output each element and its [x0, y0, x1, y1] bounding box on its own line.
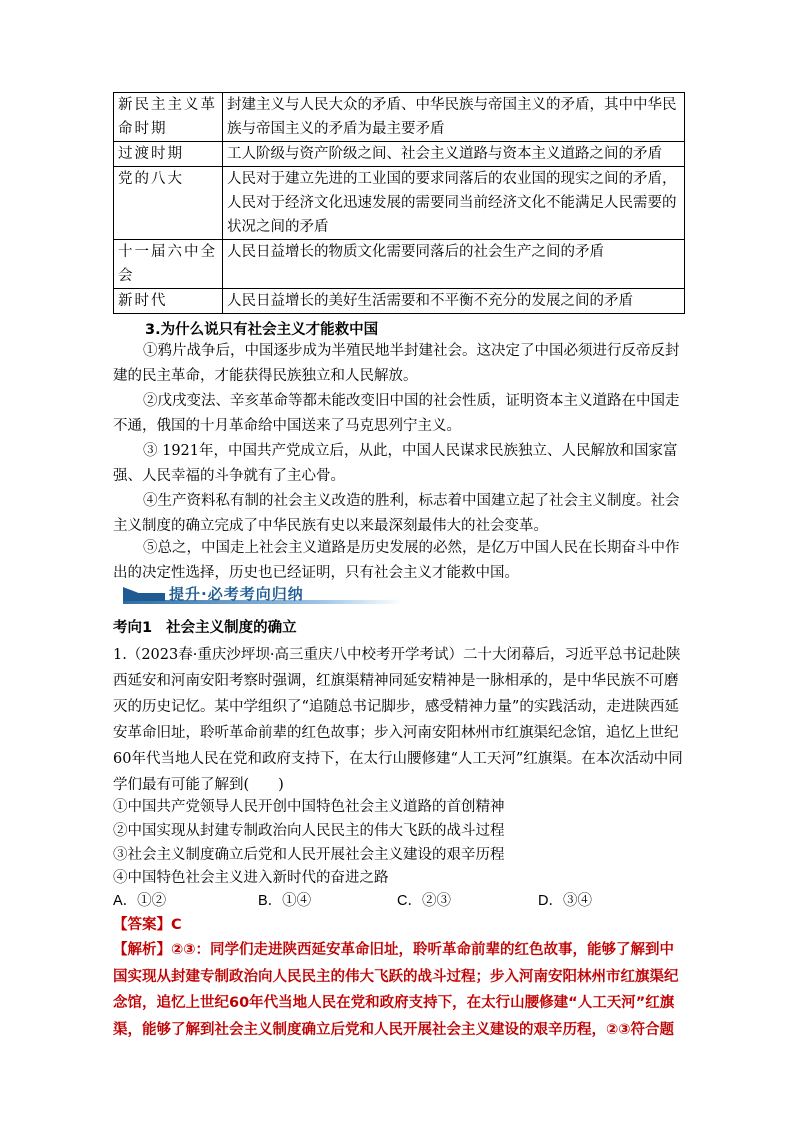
period-contradiction-table — [113, 92, 685, 314]
period-cell: 过渡时期 — [114, 142, 223, 167]
period-cell: 十一届六中全会 — [114, 240, 223, 289]
contradiction-cell: 人民日益增长的美好生活需要和不平衡不充分的发展之间的矛盾 — [223, 289, 685, 314]
section-heading: 3.为什么说只有社会主义才能救中国 — [145, 322, 379, 338]
contradiction-cell: 封建主义与人民大众的矛盾、中华民族与帝国主义的矛盾，其中中华民族与帝国主义的矛盾为最主要矛盾 — [223, 93, 685, 142]
section-point-3: ③ 1921年，中国共产党成立后，从此，中国人民谋求民族独立、人民解放和国家富强、人民幸福的斗争就有了主心骨。 — [113, 443, 678, 484]
question-statement: ④中国特色社会主义进入新时代的奋进之路 — [113, 870, 389, 886]
table-row — [114, 142, 685, 167]
answer-text: 【答案】C — [113, 917, 182, 933]
contradiction-cell: 人民日益增长的物质文化需要同落后的社会生产之间的矛盾 — [223, 240, 685, 289]
section-point-5: ⑤总之，中国走上社会主义道路是历史发展的必然，是亿万中国人民在长期奋斗中作出的决定性选择，历史也已经证明，只有社会主义才能救中国。 — [113, 540, 680, 581]
option-c: C．②③ — [397, 893, 451, 909]
option-b: B．①④ — [258, 893, 312, 909]
section-point-1: ①鸦片战争后，中国逐步成为半殖民地半封建社会。这决定了中国必须进行反帝反封建的民主革命，才能获得民族独立和人民解放。 — [113, 343, 680, 384]
question-statement: ②中国实现从封建专制政治向人民民主的伟大飞跃的战斗过程 — [113, 823, 505, 839]
table-row — [114, 289, 685, 314]
table-row — [114, 167, 685, 240]
topic-title: 社会主义制度的确立 — [166, 620, 297, 636]
section-point-4: ④生产资料私有制的社会主义改造的胜利，标志着中国建立起了社会主义制度。社会主义制度的确立完成了中华民族有史以来最深刻最伟大的社会变革。 — [113, 493, 680, 534]
question-stem: 1.（2023春·重庆沙坪坝·高三重庆八中校考开学考试）二十大闭幕后，习近平总书记赴陕西延安和河南安阳考察时强调，红旗渠精神同延安精神是一脉相承的，是中华民族不可磨灭的历史记忆。某中学组织了“追随总书记脚步，感受精神力量”的实践活动，走进陕西延安革命旧址，聆听革命前辈的红色故事；步入河南安阳林州市红旗渠纪念馆，追忆上世纪60年代当地人民在党和政府支持下，在太行山腰修建“人工天河”红旗渠。在本次活动中同学们最有可能了解到( ) — [113, 647, 683, 793]
topic-label: 考向1 — [113, 620, 153, 636]
option-d: D．③④ — [538, 893, 592, 909]
period-cell: 新民主主义革命时期 — [114, 93, 223, 142]
banner-block — [123, 593, 165, 601]
topic-heading — [113, 616, 311, 637]
table-row — [114, 93, 685, 142]
option-a: A．①② — [113, 893, 167, 909]
banner-title: 提升·必考考向归纳 — [169, 585, 304, 603]
question-statement: ③社会主义制度确立后党和人民开展社会主义建设的艰辛历程 — [113, 847, 505, 863]
contradiction-cell: 工人阶级与资产阶级之间、社会主义道路与资本主义道路之间的矛盾 — [223, 142, 685, 167]
period-cell: 党的八大 — [114, 167, 223, 240]
section-point-2: ②戊戌变法、辛亥革命等都未能改变旧中国的社会性质，证明资本主义道路在中国走不通，俄国的十月革命给中国送来了马克思列宁主义。 — [113, 393, 680, 434]
section-banner — [113, 583, 403, 607]
period-cell: 新时代 — [114, 289, 223, 314]
contradiction-cell: 人民对于建立先进的工业国的要求同落后的农业国的现实之间的矛盾，人民对于经济文化迅速发展的需要同当前经济文化不能满足人民需要的状况之间的矛盾 — [223, 167, 685, 240]
table-row — [114, 240, 685, 289]
question-statement: ①中国共产党领导人民开创中国特色社会主义道路的首创精神 — [113, 799, 505, 815]
analysis-text: 【解析】②③：同学们走进陕西延安革命旧址，聆听革命前辈的红色故事，能够了解到中国实现从封建专制政治向人民民主的伟大飞跃的战斗过程；步入河南安阳林州市红旗渠纪念馆，追忆上世纪60年代当地人民在党和政府支持下，在太行山腰修建“人工天河”红旗渠，能够了解到社会主义制度确立后党和人民开展社会主义建设的艰辛历程，②③符合题 — [113, 942, 679, 1038]
